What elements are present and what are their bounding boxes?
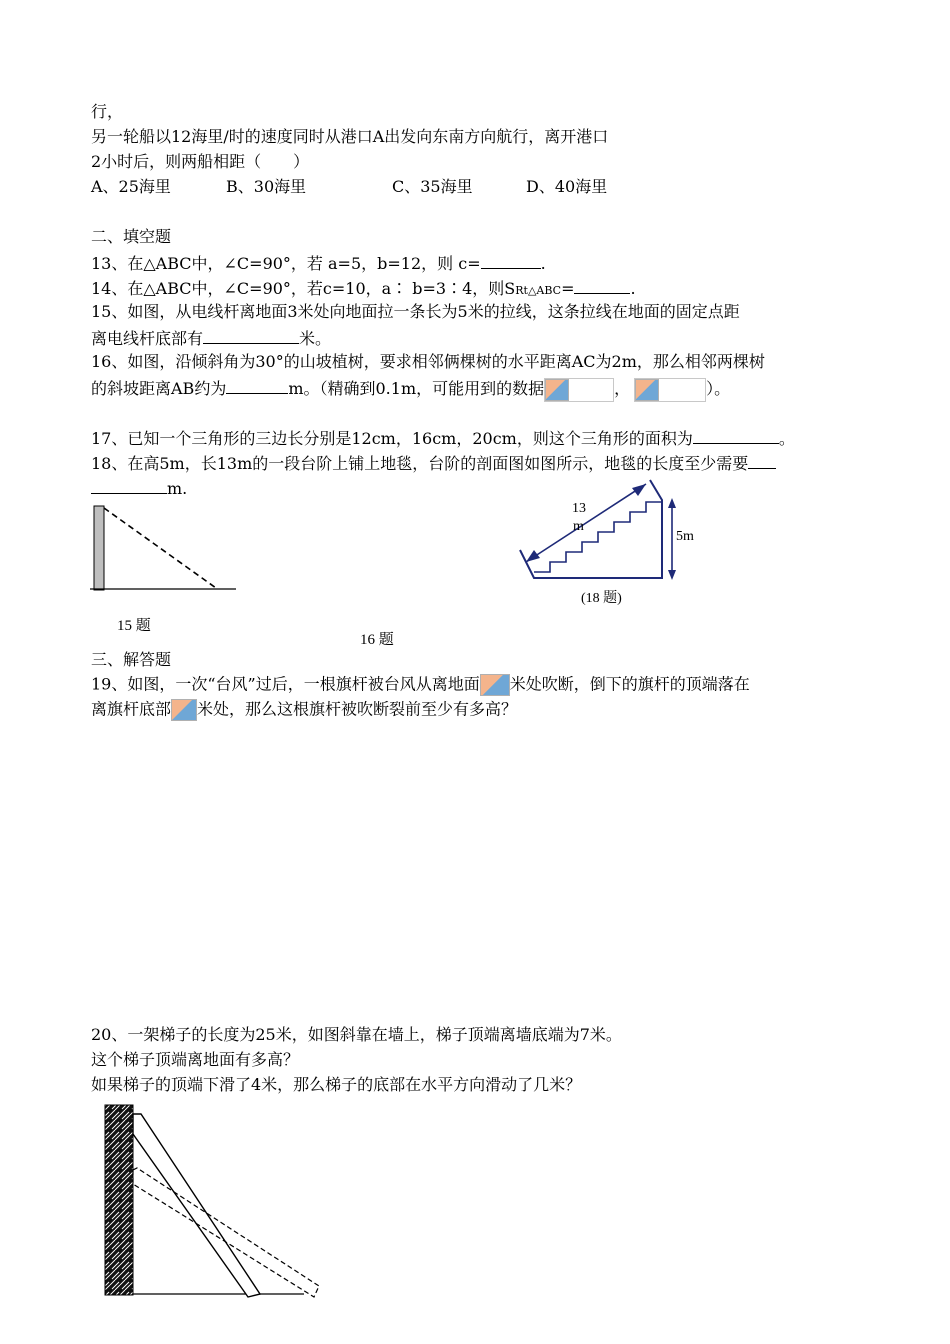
q16-text: 的斜坡距离AB约为	[91, 379, 227, 398]
image-icon	[480, 674, 510, 696]
q16-line-1: 16、如图，沿倾斜角为30°的山坡植树，要求相邻俩棵树的水平距离AC为2m，那么相邻两棵树	[91, 352, 765, 371]
q14-subscript: Rt△ABC	[515, 284, 562, 297]
q13-text: 13、在△ABC中，∠C=90°，若 a=5，b=12，则 c=	[91, 254, 481, 273]
q18-line-1	[91, 452, 776, 474]
q12-line-3: 2小时后，则两船相距（ ）	[91, 152, 310, 171]
q12-line-2: 另一轮船以12海里/时的速度同时从港口A出发向东南方向航行，离开港口	[91, 127, 609, 146]
q16-line-2	[91, 377, 730, 402]
fig18-length-label: 13	[572, 501, 586, 516]
arrowhead-bottom	[526, 550, 540, 562]
length-arrow-line	[526, 484, 646, 562]
ladder-original	[133, 1114, 260, 1297]
q20-line-1: 20、一架梯子的长度为25米，如图斜靠在墙上，梯子顶端离墙底端为7米。	[91, 1025, 622, 1044]
q18-answer-blank-end[interactable]	[91, 477, 167, 494]
q14-end: .	[630, 279, 636, 298]
q13-end: .	[540, 254, 546, 273]
q19-line-2	[91, 699, 517, 721]
image-icon	[545, 379, 569, 401]
q19-text-a: 19、如图，一次“台风”过后，一根旗杆被台风从离地面	[91, 674, 480, 694]
q19-text-b: 米处吹断，倒下的旗杆的顶端落在	[509, 674, 750, 694]
q16-end: ）。	[706, 379, 731, 398]
image-icon	[171, 699, 197, 721]
q14	[91, 277, 636, 301]
q18-answer-blank-start[interactable]	[748, 452, 776, 469]
staircase-steps	[534, 502, 662, 572]
q16-answer-blank[interactable]	[226, 377, 288, 394]
q18-unit: m.	[167, 479, 188, 498]
q14-equals: =	[561, 279, 575, 298]
q12-option-a: A、25海里	[91, 177, 171, 196]
q19-line-1	[91, 674, 750, 696]
arrowhead-up	[668, 498, 676, 508]
q16-note: m。（精确到0.1m，可能用到的数据	[288, 379, 545, 398]
q15-answer-blank[interactable]	[203, 327, 299, 344]
fig20-ladder-diagram	[100, 1100, 332, 1300]
guy-wire	[104, 508, 216, 588]
wall	[105, 1105, 133, 1295]
q17-text: 17、已知一个三角形的三边长分别是12cm，16cm，20cm，则这个三角形的面积为	[91, 429, 693, 448]
q12-option-c: C、35海里	[392, 177, 473, 196]
q15-line-1: 15、如图，从电线杆离地面3米处向地面拉一条长为5米的拉线，这条拉线在地面的固定点距	[91, 302, 740, 321]
q15-text: 离电线杆底部有	[91, 329, 204, 348]
broken-image-placeholder	[544, 378, 614, 402]
q18-text: 18、在高5m，长13m的一段台阶上铺上地毯，台阶的剖面图如图所示，地毯的长度至少需要	[91, 454, 749, 473]
arrowhead-top	[632, 484, 646, 496]
fig18-caption: (18 题)	[581, 591, 622, 606]
section-title-fill-blank: 二、填空题	[91, 227, 172, 246]
q13-answer-blank[interactable]	[481, 252, 541, 269]
arrowhead-down	[668, 570, 676, 580]
utility-pole	[94, 506, 104, 590]
q14-text: 14、在△ABC中，∠C=90°，若c=10，a∶ b=3∶4，则S	[91, 279, 516, 298]
q20-line-2: 这个梯子顶端离地面有多高？	[91, 1050, 300, 1069]
fig18-length-unit: m	[573, 519, 584, 534]
q17-answer-blank[interactable]	[693, 427, 779, 444]
q17	[91, 427, 795, 449]
fig15-caption: 15 题	[117, 618, 151, 634]
q13	[91, 252, 546, 274]
image-icon	[635, 379, 659, 401]
staircase-outline	[520, 480, 662, 578]
section-title-answer: 三、解答题	[91, 650, 172, 669]
q16-separator: ，	[614, 379, 631, 398]
fig16-caption: 16 题	[360, 632, 394, 648]
fig18-height-label: 5m	[676, 529, 694, 544]
q17-end: 。	[778, 429, 795, 448]
broken-image-placeholder	[634, 378, 706, 402]
q12-option-d: D、40海里	[526, 177, 608, 196]
q18-line-2	[91, 477, 187, 499]
q19-text-d: 米处，那么这根旗杆被吹断裂前至少有多高？	[197, 699, 518, 719]
q15-line-2	[91, 327, 331, 349]
q14-answer-blank[interactable]	[574, 277, 630, 294]
q15-unit: 米。	[299, 329, 332, 348]
q19-text-c: 离旗杆底部	[91, 699, 172, 719]
q12-line-1: 行，	[91, 102, 124, 121]
fig18-staircase-diagram	[512, 472, 702, 590]
q12-option-b: B、30海里	[226, 177, 307, 196]
q20-line-3: 如果梯子的顶端下滑了4米，那么梯子的底部在水平方向滑动了几米？	[91, 1075, 582, 1094]
fig15-utility-pole-diagram	[88, 500, 248, 600]
ladder-slid	[133, 1168, 319, 1297]
